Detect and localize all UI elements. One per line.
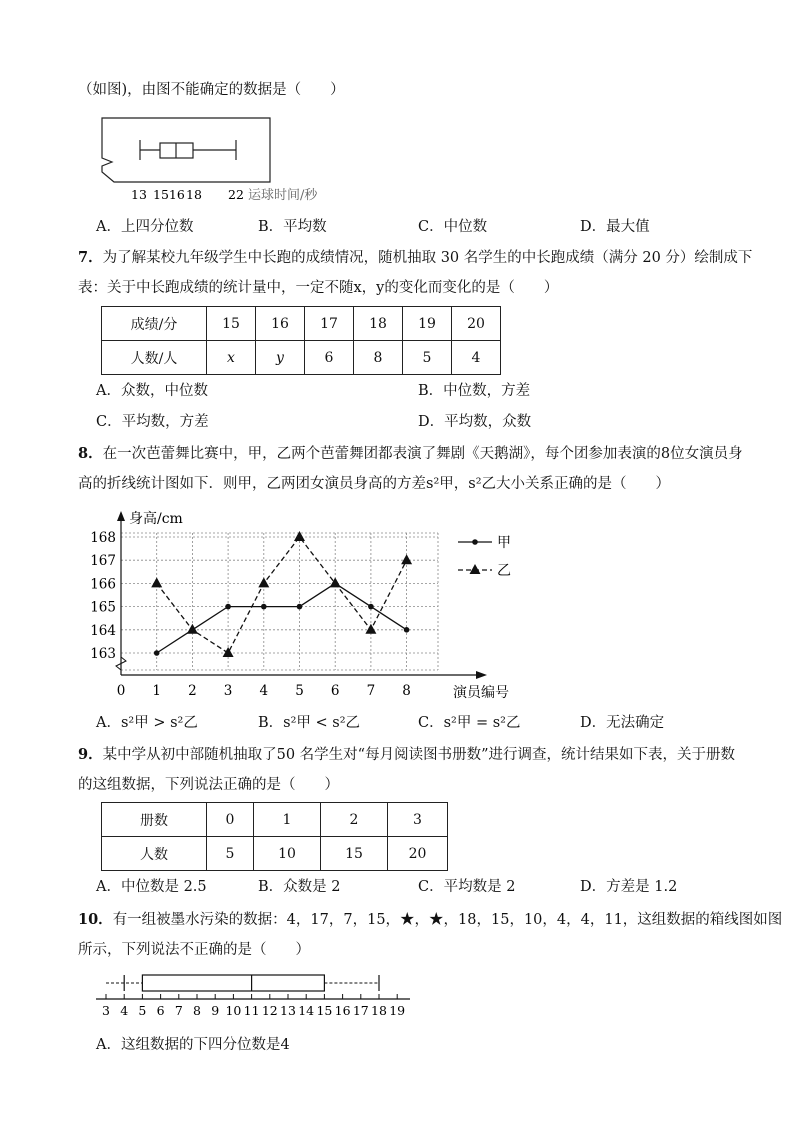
table-cell: 成绩/分: [102, 307, 207, 341]
axis-tick-label: 9: [211, 1003, 220, 1018]
q6-tick-18: 18: [186, 187, 202, 202]
legend-label-1: 甲: [497, 535, 511, 551]
table-cell: 15: [321, 837, 388, 871]
q10-number: 10．: [78, 911, 113, 928]
q10-stem-text1: 有一组被墨水污染的数据：4，17，7，15，★，★，18，15，10，4，4，11，这组数据的箱线图如图: [112, 912, 783, 928]
axis-tick-label: 7: [174, 1003, 183, 1018]
q6-tick-1516: 1516: [153, 187, 185, 202]
axis-tick-label: 11: [243, 1003, 260, 1018]
x-tick-label: 6: [330, 683, 340, 699]
q6-option-b[interactable]: B．平均数: [258, 219, 327, 235]
data-point: [294, 531, 305, 541]
table-cell: 10: [254, 837, 321, 871]
axis-tick-label: 19: [389, 1003, 406, 1018]
axis-tick-label: 4: [120, 1003, 129, 1018]
table-cell: 6: [305, 341, 354, 375]
axis-tick-label: 15: [316, 1003, 333, 1018]
q10-stem-line1: [78, 910, 782, 930]
q7-score-table: [101, 306, 501, 375]
q7-option-d[interactable]: D．平均数，众数: [418, 414, 532, 430]
y-tick-label: 166: [90, 576, 116, 593]
q8-stem-line2: 高的折线统计图如下．则甲，乙两团女演员身高的方差s²甲，s²乙大小关系正确的是（ ）: [78, 476, 671, 492]
table-cell: 20: [388, 837, 448, 871]
q10-axis-group: [96, 994, 410, 1018]
y-axis-label: 身高/cm: [129, 511, 183, 527]
y-tick-label: 168: [90, 530, 116, 546]
table-cell: 4: [452, 341, 501, 375]
table-cell: 16: [256, 307, 305, 341]
table-cell: 5: [403, 341, 452, 375]
table-cell: 19: [403, 307, 452, 341]
table-cell: y: [256, 341, 305, 375]
q9-option-b[interactable]: B．众数是 2: [258, 879, 341, 895]
q8-stem-line1: [78, 444, 743, 464]
table-cell: 1: [254, 803, 321, 837]
x-tick-label: 8: [402, 683, 411, 699]
data-point: [223, 647, 234, 657]
q6-stem: （如图)，由图不能确定的数据是（ ）: [78, 82, 345, 98]
x-tick-label: 3: [223, 683, 233, 699]
table-cell: 15: [207, 307, 256, 341]
axis-tick-label: 18: [371, 1003, 387, 1018]
table-cell: 册数: [102, 803, 207, 837]
q7-number: 7．: [78, 249, 103, 266]
q10-option-a[interactable]: A．这组数据的下四分位数是4: [96, 1037, 290, 1053]
q6-tick-22: 22: [228, 187, 244, 202]
x-tick-label: 2: [188, 683, 197, 699]
x-tick-label: 1: [152, 683, 161, 699]
table-cell: 人数: [102, 837, 207, 871]
legend-marker-1: [472, 539, 478, 545]
axis-tick-label: 13: [280, 1003, 296, 1018]
axis-tick-label: 12: [261, 1003, 278, 1018]
data-point: [401, 554, 412, 564]
q7-option-c[interactable]: C．平均数，方差: [96, 414, 209, 430]
table-cell: 17: [305, 307, 354, 341]
legend-label-2: 乙: [497, 563, 511, 579]
x-axis-label: 演员编号: [453, 685, 509, 701]
axis-tick-label: 6: [156, 1003, 165, 1018]
q7-stem-text1: 为了解某校九年级学生中长跑的成绩情况，随机抽取 30 名学生的中长跑成绩（满分 20 分）绘制成下: [102, 250, 753, 266]
series-line-1: [157, 583, 407, 653]
axis-tick-label: 3: [102, 1003, 110, 1018]
chart-grid: [121, 533, 438, 670]
axis-tick-label: 8: [193, 1003, 201, 1018]
q7-option-b[interactable]: B．中位数，方差: [418, 383, 531, 399]
axis-tick-label: 5: [138, 1003, 147, 1018]
data-point: [404, 627, 410, 633]
data-point: [151, 577, 162, 587]
q7-option-a[interactable]: A．众数，中位数: [96, 383, 208, 399]
chart-legend: [458, 535, 511, 579]
table-cell: 3: [388, 803, 448, 837]
table-cell: 2: [321, 803, 388, 837]
q10-boxplot-figure: [0, 965, 794, 1025]
x-tick-label: 5: [295, 683, 304, 699]
q8-option-c[interactable]: C．s²甲 = s²乙: [418, 715, 521, 731]
data-point: [297, 604, 303, 610]
q8-option-a[interactable]: A．s²甲 > s²乙: [96, 715, 198, 731]
table-cell: 0: [207, 803, 254, 837]
data-point: [154, 650, 160, 656]
q10-stem-line2: 所示，下列说法不正确的是（ ）: [78, 942, 310, 958]
q8-height-line-chart: [0, 505, 794, 705]
q8-number: 8．: [78, 445, 103, 462]
q6-axis-label: 运球时间/秒: [248, 188, 318, 203]
axis-tick-label: 14: [298, 1003, 315, 1018]
q9-option-c[interactable]: C．平均数是 2: [418, 879, 516, 895]
axis-tick-label: 16: [334, 1003, 351, 1018]
q6-option-d[interactable]: D．最大值: [580, 219, 650, 235]
q6-tick-13: 13: [131, 187, 147, 202]
axis-tick-label: 17: [352, 1003, 369, 1018]
q9-option-d[interactable]: D．方差是 1.2: [580, 879, 678, 895]
q9-option-a[interactable]: A．中位数是 2.5: [96, 879, 207, 895]
q9-stem-line1: [78, 745, 735, 765]
table-cell: 18: [354, 307, 403, 341]
q9-stem-text1: 某中学从初中部随机抽取了50 名学生对“每月阅读图书册数”进行调查，统计结果如下表，关于册数: [102, 747, 735, 763]
y-tick-label: 163: [90, 646, 116, 662]
legend-marker-2: [470, 564, 481, 574]
table-cell: 5: [207, 837, 254, 871]
y-tick-label: 164: [90, 622, 116, 639]
box: [142, 975, 324, 991]
table-cell: 20: [452, 307, 501, 341]
data-point: [225, 604, 231, 610]
x-tick-label: 4: [259, 683, 269, 699]
q8-stem-text1: 在一次芭蕾舞比赛中，甲，乙两个芭蕾舞团都表演了舞剧《天鹅湖》，每个团参加表演的8位女演员身: [102, 446, 743, 462]
y-axis-arrow: [117, 511, 125, 521]
q8-option-d[interactable]: D．无法确定: [580, 715, 665, 731]
x-tick-label: 0: [116, 683, 126, 699]
axis-tick-label: 10: [225, 1003, 242, 1018]
y-tick-label: 165: [90, 599, 116, 616]
q10-box-group: [106, 975, 379, 991]
q9-number: 9．: [78, 746, 103, 763]
x-axis-arrow: [476, 671, 487, 679]
q6-figure-frame: [102, 118, 270, 182]
q7-stem-line1: [78, 248, 752, 268]
table-cell: x: [207, 341, 256, 375]
x-tick-label: 7: [366, 683, 376, 699]
q9-books-table: [101, 802, 448, 871]
data-point: [261, 604, 267, 610]
data-point: [368, 604, 374, 610]
q7-stem-line2: 表：关于中长跑成绩的统计量中，一定不随x，y的变化而变化的是（ ）: [78, 280, 559, 296]
q9-stem-line2: 的这组数据，下列说法正确的是（ ）: [78, 777, 339, 793]
table-cell: 8: [354, 341, 403, 375]
q6-option-a[interactable]: A．上四分位数: [96, 219, 194, 235]
chart-series: [151, 531, 412, 657]
data-point: [365, 624, 376, 634]
table-cell: 人数/人: [102, 341, 207, 375]
series-line-2: [157, 537, 407, 653]
q6-option-c[interactable]: C．中位数: [418, 219, 488, 235]
y-tick-label: 167: [90, 553, 116, 570]
q8-option-b[interactable]: B．s²甲 < s²乙: [258, 715, 361, 731]
